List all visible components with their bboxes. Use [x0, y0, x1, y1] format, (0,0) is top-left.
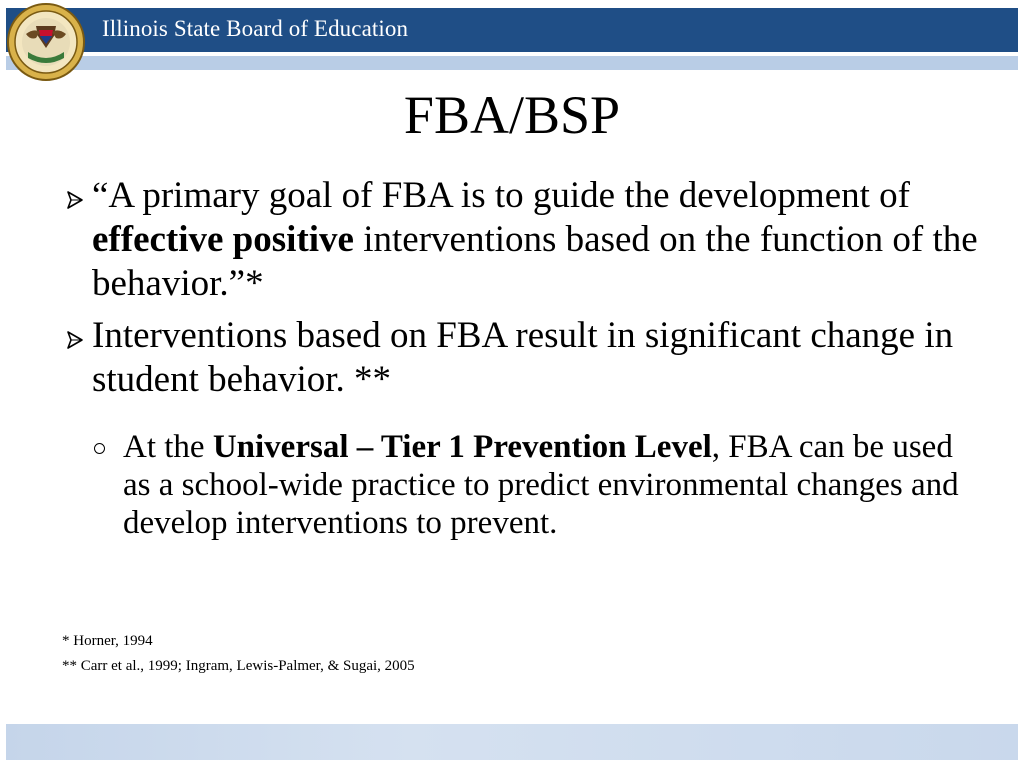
org-name: Illinois State Board of Education	[102, 16, 409, 41]
header-stripe	[6, 56, 1018, 70]
sub-bullet-item	[94, 428, 974, 542]
bold-text-run: effective positive	[92, 219, 354, 260]
bold-text-run: Universal – Tier 1 Prevention Level	[212, 429, 712, 465]
state-seal-icon	[6, 2, 86, 82]
text-run: , FBA can be used as a school-wide practice to predict environmental changes and develop interventions to prevent.	[123, 429, 959, 541]
bullet-item	[60, 314, 980, 402]
bullet-text	[92, 174, 980, 306]
bullet-text	[92, 314, 980, 402]
text-run: At the	[123, 429, 213, 465]
footnote: ** Carr et al., 1999; Ingram, Lewis-Palmer, & Sugai, 2005	[62, 658, 415, 674]
text-run: Interventions based on FBA result in significant change in student behavior. **	[92, 315, 954, 400]
triangle-arrow-icon	[62, 328, 86, 352]
text-run: interventions based on the function of the behavior.”*	[92, 219, 978, 304]
slide-title: FBA/BSP	[403, 85, 621, 145]
triangle-arrow-icon	[62, 188, 86, 212]
hollow-circle-icon	[94, 443, 105, 454]
text-run: “A primary goal of FBA is to guide the development of	[92, 175, 910, 216]
sub-bullet-text	[123, 428, 974, 542]
footnote: * Horner, 1994	[62, 633, 153, 649]
footer-bar	[6, 724, 1018, 760]
bullet-item	[60, 174, 980, 306]
